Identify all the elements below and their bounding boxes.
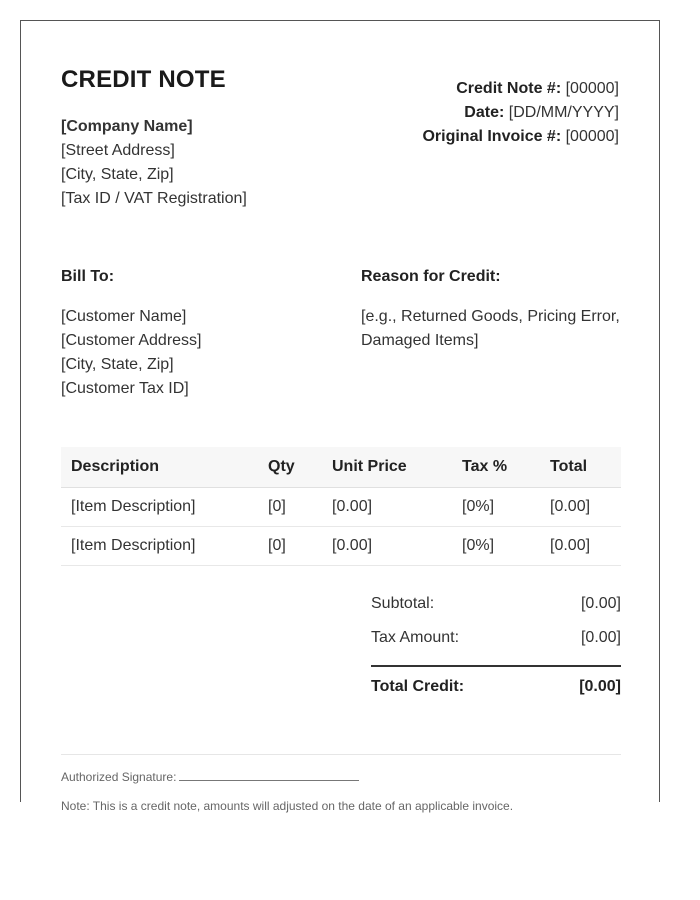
document-title: CREDIT NOTE	[61, 66, 226, 93]
date-label: Date:	[464, 104, 505, 121]
customer-address: [Customer Address]	[61, 332, 202, 349]
signature-blank	[179, 769, 359, 781]
table-header-row	[61, 447, 621, 488]
item-unit-price: [0.00]	[322, 488, 452, 527]
item-description: [Item Description]	[61, 527, 258, 566]
credit-note-document	[20, 20, 660, 813]
reason-line-1: [e.g., Returned Goods, Pricing Error,	[361, 308, 620, 325]
original-invoice-number	[422, 125, 619, 149]
item-tax: [0%]	[452, 527, 540, 566]
column-header-qty: Qty	[258, 447, 322, 488]
customer-city: [City, State, Zip]	[61, 356, 174, 373]
company-block	[61, 115, 247, 211]
reason-block	[361, 305, 620, 353]
document-meta	[422, 77, 619, 149]
column-header-total: Total	[540, 447, 621, 488]
footer-note: Note: This is a credit note, amounts will adjusted on the date of an applicable invoice.	[61, 799, 514, 813]
totals-block	[371, 587, 621, 707]
total-credit-label: Total Credit:	[371, 678, 465, 695]
original-invoice-label: Original Invoice #:	[422, 128, 562, 145]
date-value: [DD/MM/YYYY]	[508, 104, 619, 121]
footer-divider	[61, 754, 621, 755]
column-header-tax: Tax %	[452, 447, 540, 488]
reason-line-2: Damaged Items]	[361, 332, 479, 349]
subtotal-value: [0.00]	[580, 595, 621, 612]
item-total: [0.00]	[540, 527, 621, 566]
item-qty: [0]	[258, 527, 322, 566]
tax-amount-label: Tax Amount:	[371, 629, 460, 646]
company-tax-id: [Tax ID / VAT Registration]	[61, 190, 247, 207]
subtotal-row	[371, 587, 621, 621]
credit-note-number-label: Credit Note #:	[456, 80, 562, 97]
credit-note-number	[422, 77, 619, 101]
subtotal-label: Subtotal:	[371, 595, 435, 612]
credit-note-number-value: [00000]	[565, 80, 619, 97]
item-total: [0.00]	[540, 488, 621, 527]
item-description: [Item Description]	[61, 488, 258, 527]
bill-to-block	[61, 305, 202, 401]
signature-line	[61, 769, 359, 784]
bill-to-heading: Bill To:	[61, 268, 115, 285]
total-credit-value: [0.00]	[579, 678, 621, 695]
signature-label: Authorized Signature:	[61, 770, 177, 784]
customer-tax-id: [Customer Tax ID]	[61, 380, 189, 397]
item-unit-price: [0.00]	[322, 527, 452, 566]
column-header-description: Description	[61, 447, 258, 488]
line-items-table	[61, 447, 621, 566]
total-credit-row	[371, 667, 621, 707]
item-qty: [0]	[258, 488, 322, 527]
tax-amount-value: [0.00]	[580, 629, 621, 646]
company-city: [City, State, Zip]	[61, 166, 174, 183]
reason-heading: Reason for Credit:	[361, 268, 501, 285]
original-invoice-value: [00000]	[565, 128, 619, 145]
item-tax: [0%]	[452, 488, 540, 527]
credit-note-date	[422, 101, 619, 125]
company-street: [Street Address]	[61, 142, 175, 159]
table-row	[61, 488, 621, 527]
customer-name: [Customer Name]	[61, 308, 187, 325]
column-header-unit-price: Unit Price	[322, 447, 452, 488]
company-name: [Company Name]	[61, 118, 193, 135]
table-row	[61, 527, 621, 566]
tax-amount-row	[371, 621, 621, 655]
